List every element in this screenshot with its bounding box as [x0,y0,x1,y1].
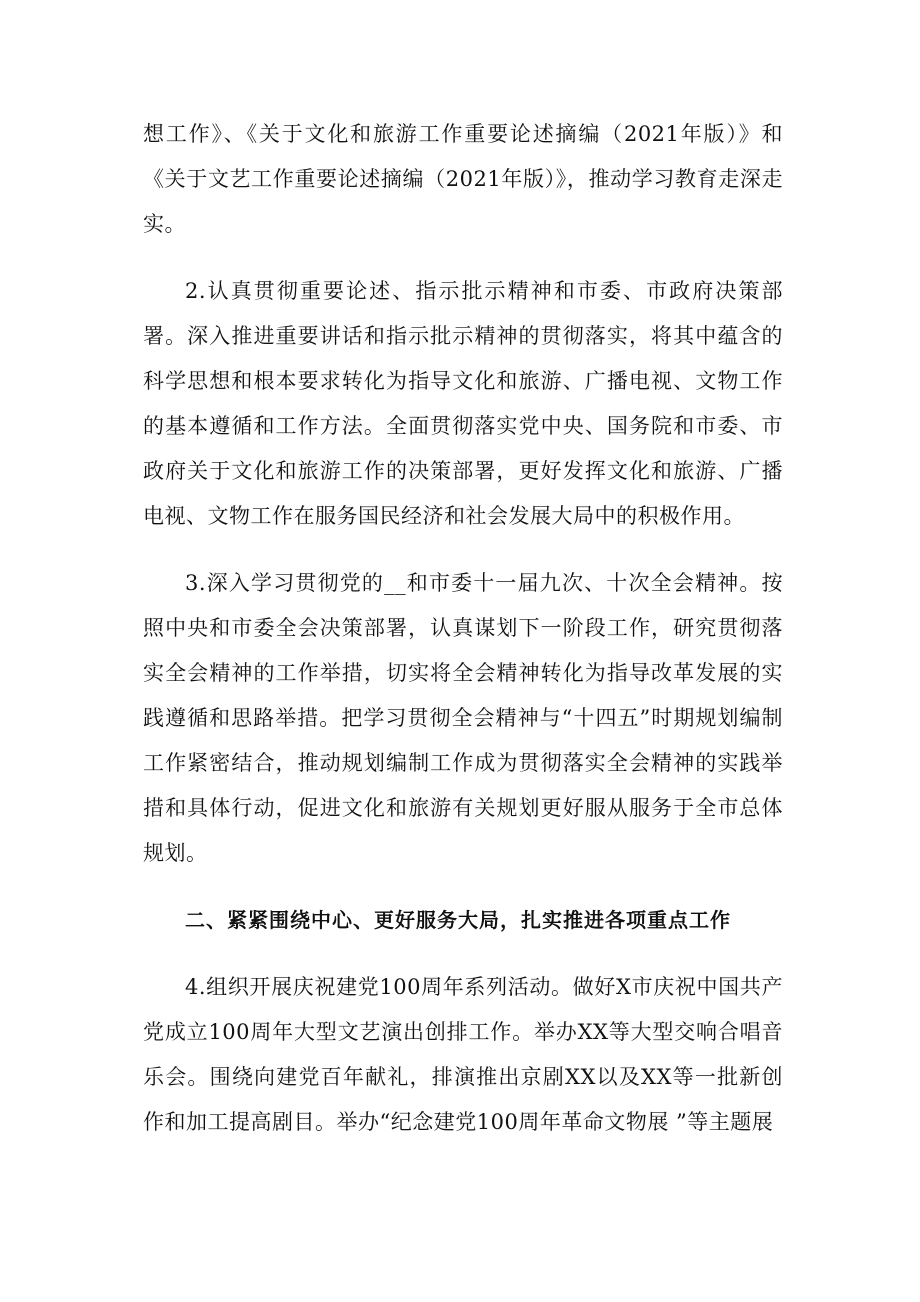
section-heading-2: 二、紧紧围绕中心、更好服务大局，扎实推进各项重点工作 [185,908,731,932]
paragraph-item-4: 4.组织开展庆祝建党100周年系列活动。做好X市庆祝中国共产党成立100周年大型文艺演出创排工作。举办XX等大型交响合唱音乐会。围绕向建党百年献礼，排演推出京剧XX以及XX等一批新创作和加工提高剧目。举办“纪念建党100周年革命文物展 ”等主题展 [143,975,783,1134]
paragraph-continuation: 想工作》、《关于文化和旅游工作重要论述摘编（2021年版）》和《关于文艺工作重要论述摘编（2021年版）》，推动学习教育走深走实。 [143,122,783,236]
paragraph-item-3: 3.深入学习贯彻党的__和市委十一届九次、十次全会精神。按照中央和市委全会决策部署，认真谋划下一阶段工作，研究贯彻落实全会精神的工作举措，切实将全会精神转化为指导改革发展的实践遵循和思路举措。把学习贯彻全会精神与“十四五”时期规划编制工作紧密结合，推动规划编制工作成为贯彻落实全会精神的实践举措和具体行动，促进文化和旅游有关规划更好服从服务于全市总体规划。 [143,571,783,865]
paragraph-item-2: 2.认真贯彻重要论述、指示批示精神和市委、市政府决策部署。深入推进重要讲话和指示批示精神的贯彻落实，将其中蕴含的科学思想和根本要求转化为指导文化和旅游、广播电视、文物工作的基本遵循和工作方法。全面贯彻落实党中央、国务院和市委、市政府关于文化和旅游工作的决策部署，更好发挥文化和旅游、广播电视、文物工作在服务国民经济和社会发展大局中的积极作用。 [143,279,783,528]
document-body [143,112,783,1167]
